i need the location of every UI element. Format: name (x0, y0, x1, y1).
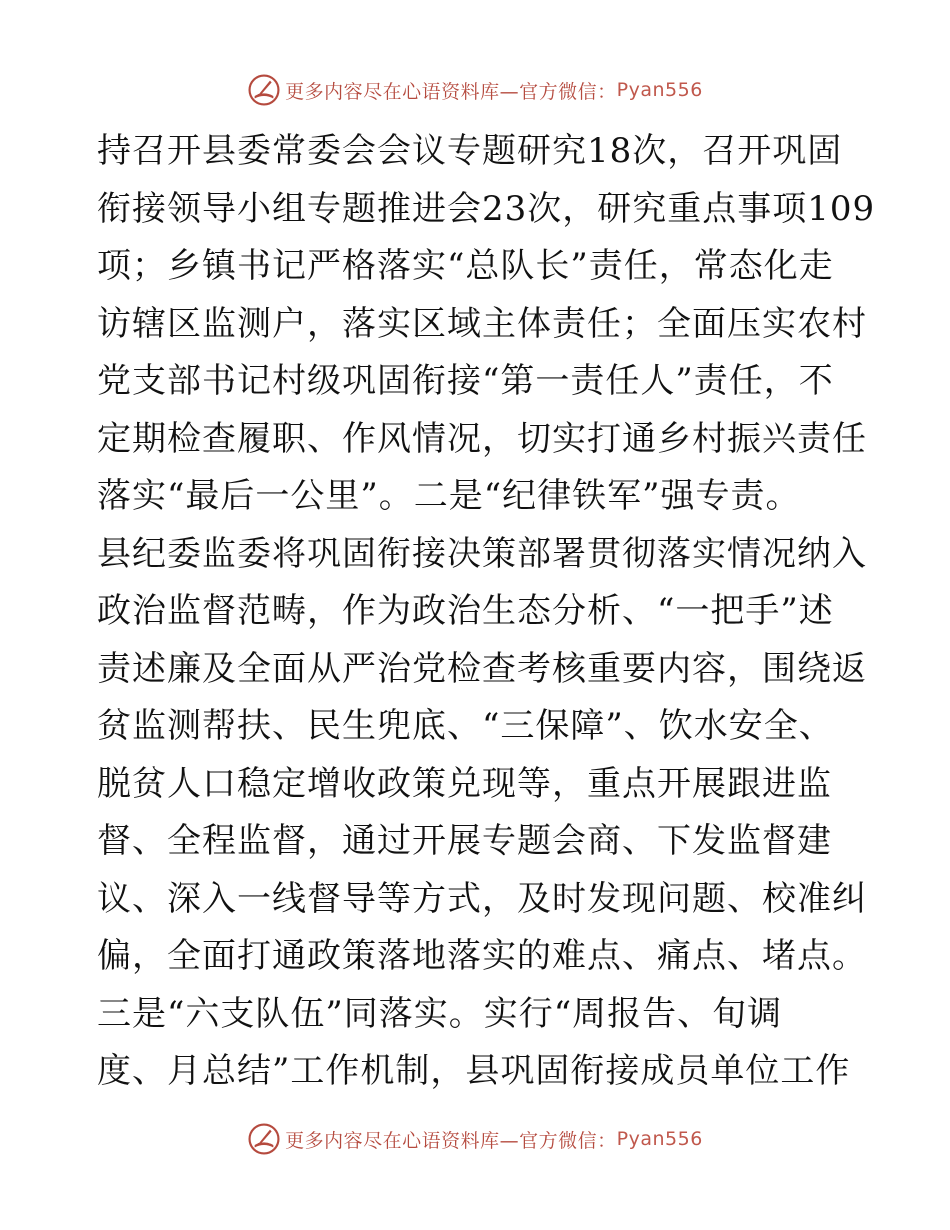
document-body (97, 123, 876, 1101)
body-line: 党支部书记村级巩固衔接“第一责任人”责任，不 (97, 361, 834, 401)
body-line: 责述廉及全面从严治党检查考核重要内容，围绕返 (97, 648, 867, 689)
body-line: 衔接领导小组专题推进会23次，研究重点事项109 (97, 188, 876, 229)
body-line: 项；乡镇书记严格落实“总队长”责任，常态化走 (97, 246, 834, 286)
body-line: 偏，全面打通政策落地落实的难点、痛点、堵点。 (97, 936, 867, 976)
body-line: 脱贫人口稳定增收政策兑现等，重点开展跟进监 (97, 763, 832, 804)
header-banner (0, 70, 950, 110)
body-line: 定期检查履职、作风情况，切实打通乡村振兴责任 (97, 418, 867, 459)
footer-wechat-id: Pyan556 (616, 1128, 703, 1150)
body-line: 贫监测帮扶、民生兜底、“三保障”、饮水安全、 (97, 706, 834, 746)
footer-banner-text: 更多内容尽在心语资料库—官方微信： (285, 1129, 617, 1152)
body-line: 访辖区监测户，落实区域主体责任；全面压实农村 (97, 303, 867, 344)
body-line: 督、全程监督，通过开展专题会商、下发监督建 (97, 821, 832, 861)
footer-banner (0, 1119, 950, 1159)
body-line: 落实“最后一公里”。二是“纪律铁军”强专责。 (97, 476, 801, 516)
header-banner-text: 更多内容尽在心语资料库—官方微信： (285, 80, 617, 103)
body-line: 政治监督范畴，作为政治生态分析、“一把手”述 (97, 591, 834, 631)
header-wechat-id: Pyan556 (616, 79, 703, 101)
body-line: 持召开县委常委会会议专题研究18次，召开巩固 (97, 131, 843, 171)
body-line: 议、深入一线督导等方式，及时发现问题、校准纠 (97, 878, 867, 919)
body-line: 三是“六支队伍”同落实。实行“周报告、旬调 (97, 993, 783, 1034)
book-quill-logo-icon (247, 73, 281, 107)
book-quill-logo-icon (247, 1122, 281, 1156)
body-line: 县纪委监委将巩固衔接决策部署贯彻落实情况纳入 (97, 533, 867, 574)
body-line: 度、月总结”工作机制，县巩固衔接成员单位工作 (97, 1051, 851, 1091)
